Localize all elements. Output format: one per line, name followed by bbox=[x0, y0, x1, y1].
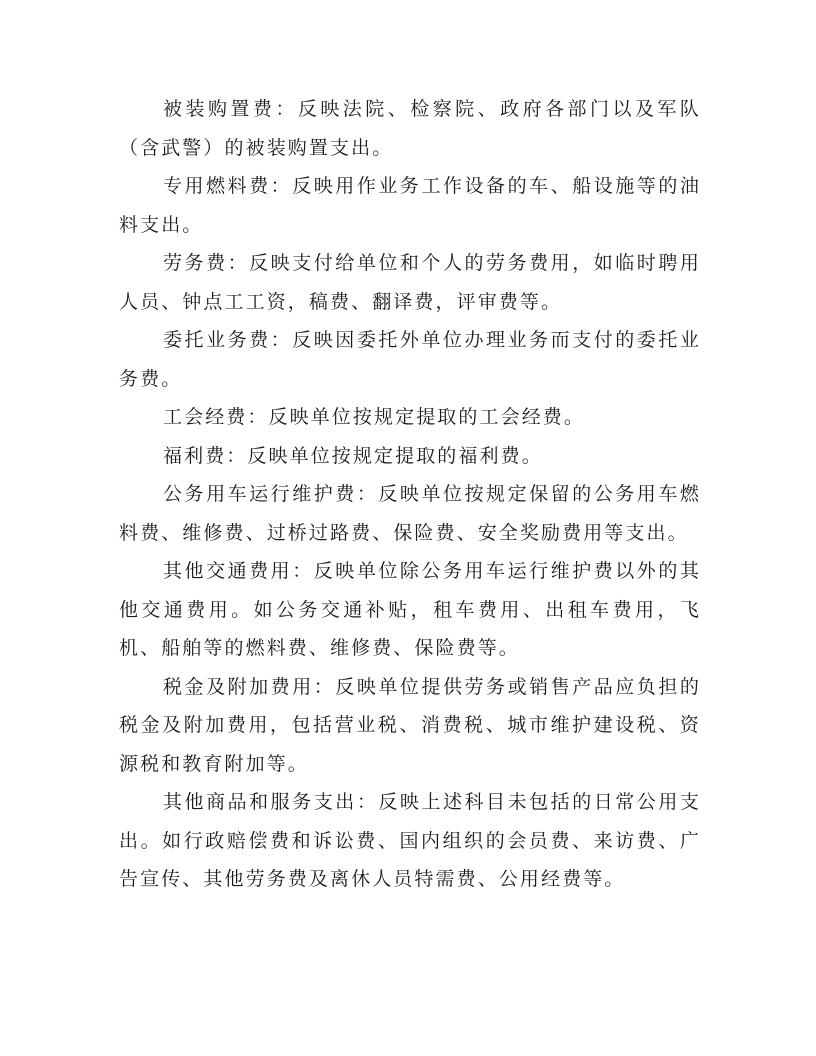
paragraph-official-vehicle: 公务用车运行维护费：反映单位按规定保留的公务用车燃料费、维修费、过桥过路费、保险费、安全奖励费用等支出。 bbox=[119, 483, 701, 544]
paragraph-labor-fees: 劳务费：反映支付给单位和个人的劳务费用，如临时聘用人员、钟点工工资，稿费、翻译费，评审费等。 bbox=[119, 252, 701, 313]
paragraph-welfare: 福利费：反映单位按规定提取的福利费。 bbox=[163, 444, 543, 467]
paragraph-special-fuel: 专用燃料费：反映用作业务工作设备的车、船设施等的油料支出。 bbox=[119, 175, 701, 236]
paragraph-other-transport: 其他交通费用：反映单位除公务用车运行维护费以外的其他交通费用。如公务交通补贴，租车费用、出租车费用，飞机、船舶等的燃料费、维修费、保险费等。 bbox=[119, 560, 701, 659]
paragraph-entrusted-business: 委托业务费：反映因委托外单位办理业务而支付的委托业务费。 bbox=[119, 329, 701, 390]
paragraph-taxes-surcharges: 税金及附加费用：反映单位提供劳务或销售产品应负担的税金及附加费用，包括营业税、消费税、城市维护建设税、资源税和教育附加等。 bbox=[119, 675, 701, 775]
paragraph-other-goods-services: 其他商品和服务支出：反映上述科目未包括的日常公用支出。如行政赔偿费和诉讼费、国内组织的会员费、来访费、广告宣传、其他劳务费及离休人员特需费、公用经费等。 bbox=[119, 791, 701, 890]
document-body bbox=[119, 90, 701, 899]
paragraph-union-funds: 工会经费：反映单位按规定提取的工会经费。 bbox=[163, 406, 586, 428]
paragraph-uniform-purchase: 被装购置费：反映法院、检察院、政府各部门以及军队（含武警）的被装购置支出。 bbox=[119, 98, 701, 159]
